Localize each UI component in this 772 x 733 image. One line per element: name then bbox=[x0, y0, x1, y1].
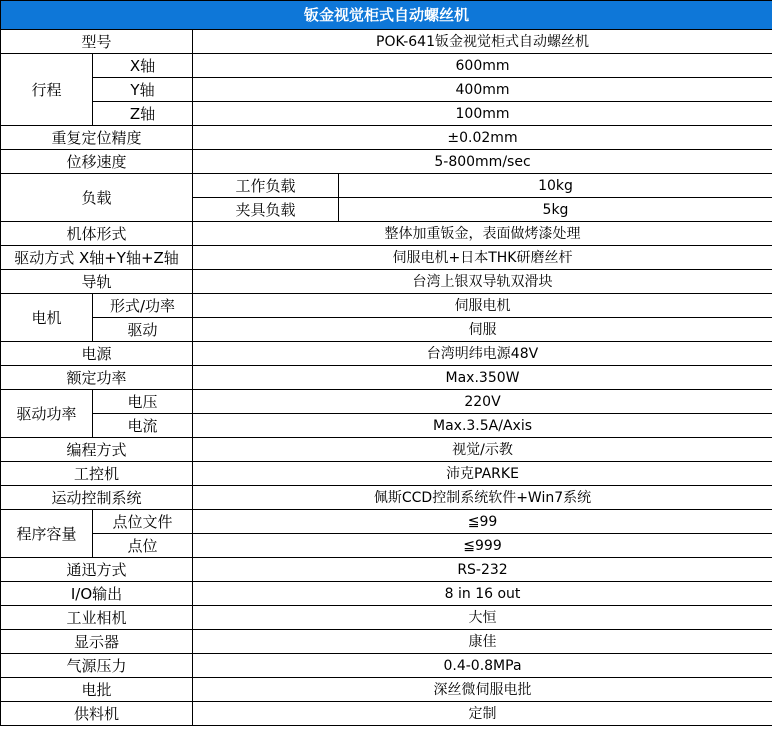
value-camera: 大恒 bbox=[193, 606, 772, 630]
label-feeder: 供料机 bbox=[1, 702, 193, 726]
row-stroke-z bbox=[1, 102, 772, 126]
value-points: ≦999 bbox=[193, 534, 772, 558]
label-model: 型号 bbox=[1, 30, 193, 54]
label-camera: 工业相机 bbox=[1, 606, 193, 630]
value-power-supply: 台湾明纬电源48V bbox=[193, 342, 772, 366]
value-display: 康佳 bbox=[193, 630, 772, 654]
label-stroke-x: X轴 bbox=[93, 54, 193, 78]
label-motor: 电机 bbox=[1, 294, 93, 342]
row-feeder bbox=[1, 702, 772, 726]
row-speed bbox=[1, 150, 772, 174]
label-repeat-precision: 重复定位精度 bbox=[1, 126, 193, 150]
label-stroke: 行程 bbox=[1, 54, 93, 126]
row-programming bbox=[1, 438, 772, 462]
label-stroke-y: Y轴 bbox=[93, 78, 193, 102]
value-motion-control: 佩斯CCD控制系统软件+Win7系统 bbox=[193, 486, 772, 510]
value-feeder: 定制 bbox=[193, 702, 772, 726]
label-load-fixture: 夹具负载 bbox=[193, 198, 339, 222]
row-display bbox=[1, 630, 772, 654]
label-load: 负载 bbox=[1, 174, 193, 222]
row-drive-power-current bbox=[1, 414, 772, 438]
value-drive-mode: 伺服电机+日本THK研磨丝杆 bbox=[193, 246, 772, 270]
value-stroke-x: 600mm bbox=[193, 54, 772, 78]
label-display: 显示器 bbox=[1, 630, 193, 654]
row-motion-control bbox=[1, 486, 772, 510]
value-communication: RS-232 bbox=[193, 558, 772, 582]
table-title: 钣金视觉柜式自动螺丝机 bbox=[1, 1, 772, 30]
row-load-work bbox=[1, 174, 772, 198]
label-body-form: 机体形式 bbox=[1, 222, 193, 246]
row-program-capacity-points bbox=[1, 534, 772, 558]
row-motor-form bbox=[1, 294, 772, 318]
label-screwdriver: 电批 bbox=[1, 678, 193, 702]
row-screwdriver bbox=[1, 678, 772, 702]
value-air-pressure: 0.4-0.8MPa bbox=[193, 654, 772, 678]
value-guide: 台湾上银双导轨双滑块 bbox=[193, 270, 772, 294]
value-motor-drive: 伺服 bbox=[193, 318, 772, 342]
row-air-pressure bbox=[1, 654, 772, 678]
value-point-files: ≦99 bbox=[193, 510, 772, 534]
label-speed: 位移速度 bbox=[1, 150, 193, 174]
label-current: 电流 bbox=[93, 414, 193, 438]
label-load-work: 工作负载 bbox=[193, 174, 339, 198]
label-rated-power: 额定功率 bbox=[1, 366, 193, 390]
value-stroke-y: 400mm bbox=[193, 78, 772, 102]
label-guide: 导轨 bbox=[1, 270, 193, 294]
value-body-form: 整体加重钣金，表面做烤漆处理 bbox=[193, 222, 772, 246]
row-camera bbox=[1, 606, 772, 630]
row-rated-power bbox=[1, 366, 772, 390]
value-io: 8 in 16 out bbox=[193, 582, 772, 606]
label-stroke-z: Z轴 bbox=[93, 102, 193, 126]
label-communication: 通迅方式 bbox=[1, 558, 193, 582]
label-ipc: 工控机 bbox=[1, 462, 193, 486]
value-motor-form: 伺服电机 bbox=[193, 294, 772, 318]
value-stroke-z: 100mm bbox=[193, 102, 772, 126]
label-drive-mode: 驱动方式 X轴+Y轴+Z轴 bbox=[1, 246, 193, 270]
value-rated-power: Max.350W bbox=[193, 366, 772, 390]
value-current: Max.3.5A/Axis bbox=[193, 414, 772, 438]
row-stroke-y bbox=[1, 78, 772, 102]
row-ipc bbox=[1, 462, 772, 486]
row-io bbox=[1, 582, 772, 606]
value-voltage: 220V bbox=[193, 390, 772, 414]
value-repeat-precision: ±0.02mm bbox=[193, 126, 772, 150]
value-speed: 5-800mm/sec bbox=[193, 150, 772, 174]
label-motion-control: 运动控制系统 bbox=[1, 486, 193, 510]
label-power-supply: 电源 bbox=[1, 342, 193, 366]
label-program-capacity: 程序容量 bbox=[1, 510, 93, 558]
row-stroke-x bbox=[1, 54, 772, 78]
label-point-files: 点位文件 bbox=[93, 510, 193, 534]
row-guide bbox=[1, 270, 772, 294]
row-body-form bbox=[1, 222, 772, 246]
title-row bbox=[1, 1, 772, 30]
value-load-fixture: 5kg bbox=[339, 198, 772, 222]
row-motor-drive bbox=[1, 318, 772, 342]
label-voltage: 电压 bbox=[93, 390, 193, 414]
row-program-capacity-files bbox=[1, 510, 772, 534]
row-drive-mode bbox=[1, 246, 772, 270]
value-programming: 视觉/示教 bbox=[193, 438, 772, 462]
label-programming: 编程方式 bbox=[1, 438, 193, 462]
row-model bbox=[1, 30, 772, 54]
value-load-work: 10kg bbox=[339, 174, 772, 198]
row-communication bbox=[1, 558, 772, 582]
label-io: I/O输出 bbox=[1, 582, 193, 606]
value-screwdriver: 深丝微伺服电批 bbox=[193, 678, 772, 702]
label-motor-drive: 驱动 bbox=[93, 318, 193, 342]
row-power-supply bbox=[1, 342, 772, 366]
label-drive-power: 驱动功率 bbox=[1, 390, 93, 438]
value-model: POK-641钣金视觉柜式自动螺丝机 bbox=[193, 30, 772, 54]
label-points: 点位 bbox=[93, 534, 193, 558]
value-ipc: 沛克PARKE bbox=[193, 462, 772, 486]
row-repeat-precision bbox=[1, 126, 772, 150]
row-drive-power-voltage bbox=[1, 390, 772, 414]
label-air-pressure: 气源压力 bbox=[1, 654, 193, 678]
label-motor-form: 形式/功率 bbox=[93, 294, 193, 318]
